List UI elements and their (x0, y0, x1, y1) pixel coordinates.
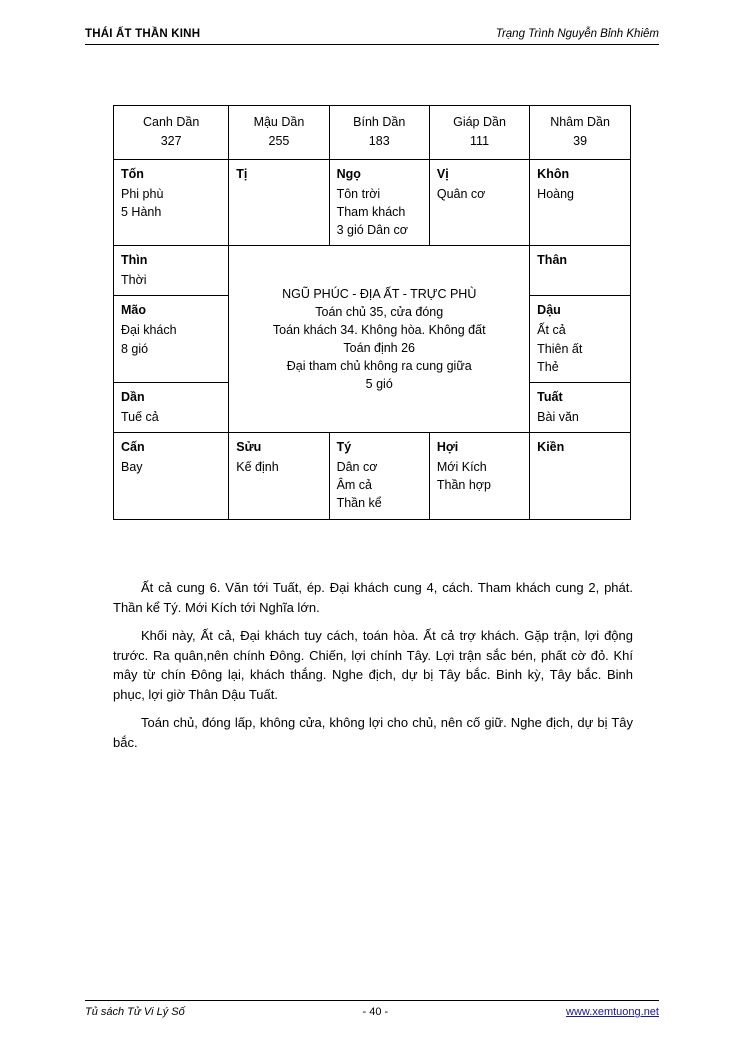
cell-dau-line-2: Thiên ất (537, 341, 583, 356)
cell-kien-title: Kiền (537, 440, 565, 454)
cell-dan-line-1: Tuế cả (121, 409, 159, 424)
cell-ton-title: Tốn (121, 166, 144, 181)
cell-hoi-line-2: Thần hợp (436, 478, 491, 493)
cell-ty-title: Tý (336, 440, 352, 454)
table-row-2 (114, 159, 631, 246)
cell-nham-dan-name: Nhâm Dần (550, 115, 610, 129)
chart-table (113, 105, 631, 520)
cell-tuat-line-1: Bài văn (537, 409, 579, 424)
cell-tuat-title: Tuất (537, 389, 563, 404)
cell-vi (429, 159, 529, 246)
table-row-top (114, 106, 631, 160)
center-line-2: Toán chủ 35, cửa đóng (315, 304, 444, 319)
cell-ty-line-2: Âm cả (336, 478, 373, 493)
cell-mao-line-2: 8 gió (121, 341, 149, 356)
cell-ty-line-3: Thần kể (336, 496, 382, 511)
page-footer (85, 1000, 659, 1018)
cell-can (114, 433, 229, 520)
cell-ti-title: Tị (236, 166, 248, 181)
center-line-1: NGŨ PHÚC - ĐỊA ẤT - TRỰC PHÙ (282, 286, 477, 301)
cell-canh-dan-value: 327 (160, 133, 182, 148)
table-row-3 (114, 246, 631, 296)
cell-dau-line-3: Thẻ (537, 359, 559, 374)
cell-ngo-line-1: Tôn trời (336, 186, 381, 201)
cell-ngo (329, 159, 429, 246)
cell-center-summary (229, 246, 530, 433)
cell-mau-dan-value: 255 (268, 133, 290, 148)
cell-ty (329, 433, 429, 520)
footer-left: Tủ sách Tử Vi Lý Số (85, 1006, 185, 1018)
cell-ti (229, 159, 329, 246)
cell-dan-title: Dần (121, 389, 145, 404)
cell-ton-line-1: Phi phù (121, 186, 164, 201)
table-row-bottom (114, 433, 631, 520)
cell-dau-line-1: Ất cả (537, 323, 566, 338)
cell-can-title: Cấn (121, 440, 145, 454)
cell-than (530, 246, 631, 296)
cell-hoi-title: Hợi (436, 440, 459, 454)
center-line-3: Toán khách 34. Không hòa. Không đất (272, 322, 486, 337)
cell-khon (530, 159, 631, 246)
center-line-4: Toán định 26 (343, 341, 416, 355)
cell-hoi (429, 433, 529, 520)
cell-ty-line-1: Dân cơ (336, 460, 378, 475)
cell-suu-line-1: Kế định (236, 460, 279, 475)
cell-canh-dan-name: Canh Dần (142, 115, 200, 129)
cell-mao-title: Mão (121, 303, 146, 318)
cell-nham-dan (530, 106, 631, 160)
cell-than-title: Thân (537, 253, 568, 267)
cell-canh-dan (114, 106, 229, 160)
cell-giap-dan (429, 106, 529, 160)
cell-khon-title: Khôn (537, 166, 570, 181)
cell-ton-line-2: 5 Hành (121, 204, 162, 219)
paragraph-1: Ất cả cung 6. Văn tới Tuất, ép. Đại khách cung 4, cách. Tham khách cung 2, phát. Thần kể Tý. Mới Kích tới Nghĩa lớn. (113, 580, 633, 615)
page-header (85, 28, 659, 45)
cell-binh-dan-value: 183 (368, 133, 390, 148)
cell-vi-line-1: Quân cơ (436, 186, 486, 201)
cell-dau (530, 296, 631, 383)
cell-thin-line-1: Thời (121, 273, 147, 288)
page-number: - 40 - (362, 1006, 389, 1018)
cell-ngo-title: Ngọ (336, 166, 361, 181)
cell-binh-dan (329, 106, 429, 160)
center-line-6: 5 gió (365, 377, 393, 392)
header-title-right: Trạng Trình Nguyễn Bỉnh Khiêm (495, 28, 659, 40)
cell-mau-dan (229, 106, 329, 160)
cell-dan (114, 382, 229, 432)
paragraph-2: Khối này, Ất cả, Đại khách tuy cách, toán hòa. Ất cả trợ khách. Gặp trận, lợi động trước. Ra quân,nên chính Đông. Chiến, lợi chính Tây. Lợi trận sắc bén, phất cờ đỏ. Khí mây từ chín Đông lại, khách thắng. Nghe địch, dự bị Tây bắc. Binh kỳ, Tây bắc. Binh phục, lợi giờ Thân Dậu Tuất. (113, 628, 633, 702)
body-text (113, 578, 633, 761)
cell-can-line-1: Bay (121, 460, 143, 475)
footer-website-link[interactable]: www.xemtuong.net (566, 1006, 659, 1018)
cell-ngo-line-3: 3 gió Dân cơ (336, 222, 409, 237)
cell-khon-line-1: Hoàng (537, 186, 575, 201)
cell-thin (114, 246, 229, 296)
cell-mao-line-1: Đại khách (121, 323, 177, 338)
cell-kien (530, 433, 631, 520)
cell-suu-title: Sửu (236, 440, 262, 454)
cell-suu (229, 433, 329, 520)
paragraph-3: Toán chủ, đóng lấp, không cửa, không lợi cho chủ, nên cố giữ. Nghe địch, dự bị Tây bắc. (113, 715, 633, 750)
cell-dau-title: Dậu (537, 303, 561, 318)
center-line-5: Đại tham chủ không ra cung giữa (286, 359, 472, 374)
cell-giap-dan-name: Giáp Dần (453, 115, 506, 129)
cell-tuat (530, 382, 631, 432)
cell-ton (114, 159, 229, 246)
header-title-left: THÁI ẤT THẦN KINH (85, 28, 201, 40)
cell-binh-dan-name: Bính Dần (353, 115, 406, 129)
cell-mau-dan-name: Mậu Dần (253, 115, 305, 129)
cell-ngo-line-2: Tham khách (336, 204, 406, 219)
cell-thin-title: Thìn (121, 253, 148, 267)
cell-giap-dan-value: 111 (470, 133, 490, 148)
cell-nham-dan-value: 39 (573, 133, 588, 148)
cell-hoi-line-1: Mới Kích (436, 460, 487, 475)
cell-vi-title: Vị (436, 166, 449, 181)
cell-mao (114, 296, 229, 383)
